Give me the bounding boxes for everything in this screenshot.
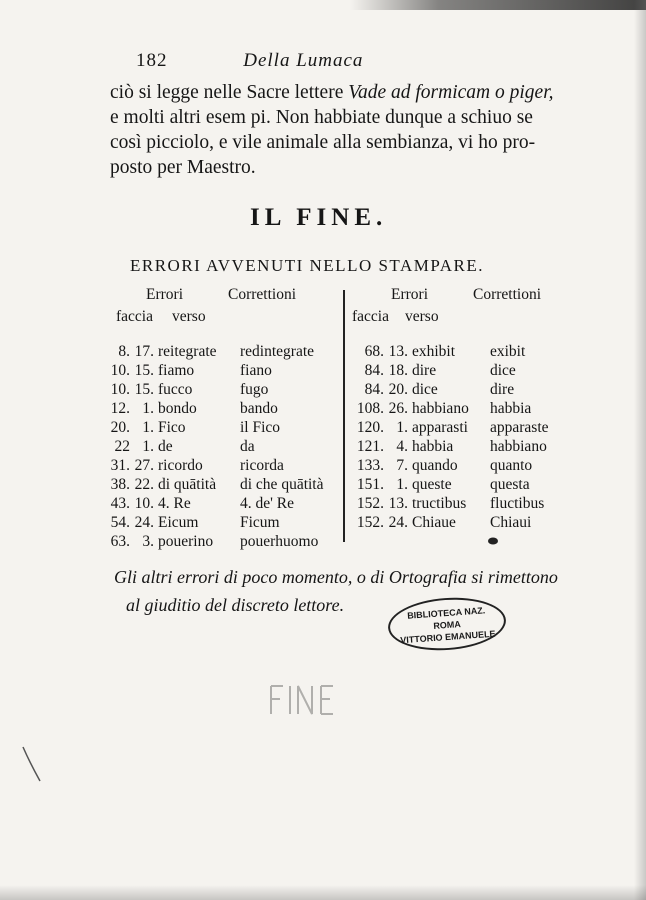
header-errori: Errori: [146, 286, 184, 303]
errata-error: habbia: [412, 438, 454, 455]
errata-title: ERRORI AVVENUTI NELLO STAMPARE.: [130, 256, 484, 275]
header-correttioni: Correttioni: [228, 286, 297, 303]
errata-page: 20.: [110, 419, 130, 436]
errata-error: di quātità: [158, 476, 217, 493]
body-line: [110, 80, 610, 105]
header-faccia: faccia: [352, 308, 389, 325]
errata-line: 15.: [134, 381, 154, 398]
body-line: [110, 155, 610, 180]
errata-correction: apparaste: [490, 419, 549, 436]
errata-error: tructibus: [412, 495, 467, 512]
header-verso: verso: [405, 308, 439, 325]
errata-line: 1.: [142, 400, 154, 417]
errata-correction: fluctibus: [490, 495, 545, 512]
stamp-line: ROMA: [433, 619, 462, 631]
errata-line: 27.: [134, 457, 154, 474]
errata-page: 108.: [356, 400, 384, 417]
errata-error: 4. Re: [158, 495, 191, 512]
stamp-line: VITTORIO EMANUELE: [400, 628, 496, 646]
latin-quote: Vade ad formicam o piger,: [348, 82, 554, 103]
errata-page: 10.: [110, 381, 130, 398]
header-faccia: faccia: [116, 308, 153, 325]
errata-page: 10.: [110, 362, 130, 379]
errata-correction: redintegrate: [240, 343, 315, 360]
scan-shadow-right: [634, 0, 646, 900]
errata-line: 20.: [388, 381, 408, 398]
errata-correction: il Fico: [240, 419, 281, 436]
header-errori: Errori: [391, 286, 429, 303]
errata-page: 12.: [110, 400, 130, 417]
errata-correction: di che quātità: [240, 476, 324, 493]
errata-correction: bando: [240, 400, 278, 417]
errata-page: 121.: [356, 438, 384, 455]
errata-line: 1.: [142, 419, 154, 436]
closing-note-line: al giuditio del discreto lettore.: [126, 595, 345, 615]
finis-heading: IL FINE.: [250, 204, 388, 231]
errata-page: 152.: [356, 495, 384, 512]
errata-error: ricordo: [158, 457, 203, 474]
errata-error: Eicum: [158, 514, 199, 531]
errata-line: 7.: [396, 457, 408, 474]
header-verso: verso: [172, 308, 206, 325]
errata-error: de: [158, 438, 173, 455]
errata-line: 1.: [142, 438, 154, 455]
errata-correction: Ficum: [240, 514, 280, 531]
errata-page: 54.: [110, 514, 130, 531]
errata-error: apparasti: [412, 419, 468, 436]
body-paragraph: [110, 80, 610, 180]
errata-page: 68.: [364, 343, 384, 360]
errata-line: 24.: [388, 514, 408, 531]
errata-line: 22.: [134, 476, 154, 493]
errata-correction: fiano: [240, 362, 272, 379]
errata-page: 84.: [364, 362, 384, 379]
handwritten-note: [265, 680, 345, 725]
body-line: [110, 130, 610, 155]
errata-page: 120.: [356, 419, 384, 436]
errata-error: quando: [412, 457, 458, 474]
errata-line: 10.: [134, 495, 154, 512]
errata-line: 1.: [396, 419, 408, 436]
errata-error: Fico: [158, 419, 186, 436]
errata-correction: Chiaui: [490, 514, 532, 531]
errata-correction: ricorda: [240, 457, 284, 474]
errata-error: queste: [412, 476, 452, 493]
errata-error: Chiaue: [412, 514, 456, 531]
scan-mark-icon: [20, 745, 44, 785]
errata-error: reitegrate: [158, 343, 217, 360]
errata-page: 151.: [356, 476, 384, 493]
errata-correction: 4. de' Re: [240, 495, 295, 512]
errata-line: 13.: [388, 495, 408, 512]
errata-line: 26.: [388, 400, 408, 417]
errata-page: 38.: [110, 476, 130, 493]
errata-page: 84.: [364, 381, 384, 398]
errata-line: 18.: [388, 362, 408, 379]
stamp-line: BIBLIOTECA NAZ.: [406, 605, 486, 621]
ink-blot-icon: [486, 536, 500, 546]
body-line: [110, 105, 610, 130]
errata-page: 63.: [110, 533, 130, 550]
errata-page: 133.: [356, 457, 384, 474]
errata-page: 8.: [118, 343, 130, 360]
header-correttioni: Correttioni: [473, 286, 542, 303]
errata-error: bondo: [158, 400, 197, 417]
scan-shadow-bottom: [0, 885, 646, 900]
errata-correction: habbiano: [490, 438, 547, 455]
errata-page: 31.: [110, 457, 130, 474]
scan-shadow-top: [350, 0, 646, 10]
errata-correction: dire: [490, 381, 515, 398]
errata-line: 17.: [134, 343, 154, 360]
errata-error: fucco: [158, 381, 193, 398]
errata-correction: quanto: [490, 457, 533, 474]
errata-line: 15.: [134, 362, 154, 379]
errata-error: dire: [412, 362, 437, 379]
errata-line: 1.: [396, 476, 408, 493]
closing-note-line: Gli altri errori di poco momento, o di Ortografia si rimettono: [114, 567, 558, 587]
errata-correction: pouerhuomo: [240, 533, 319, 550]
errata-line: 3.: [142, 533, 154, 550]
errata-error: exhibit: [412, 343, 456, 360]
errata-error: habbiano: [412, 400, 469, 417]
errata-error: pouerino: [158, 533, 214, 550]
errata-error: dice: [412, 381, 438, 398]
errata-line: 13.: [388, 343, 408, 360]
handwritten-fine-icon: [265, 680, 345, 720]
errata-line: 4.: [396, 438, 408, 455]
errata-correction: exibit: [490, 343, 526, 360]
page-header: [136, 50, 363, 72]
errata-line: 24.: [134, 514, 154, 531]
body-line-text: ciò si legge nelle Sacre lettere: [110, 82, 349, 103]
body-line-text: così picciolo, e vile animale alla sembianza, vi ho pro-: [110, 132, 536, 153]
errata-correction: da: [240, 438, 255, 455]
body-line-text: posto per Maestro.: [110, 157, 256, 178]
running-title: Della Lumaca: [243, 50, 364, 71]
column-divider: [343, 290, 345, 542]
errata-correction: dice: [490, 362, 516, 379]
errata-correction: questa: [490, 476, 530, 493]
errata-page: 43.: [110, 495, 130, 512]
page-number: 182: [136, 50, 168, 71]
errata-page: 22: [114, 438, 130, 455]
errata-correction: fugo: [240, 381, 269, 398]
errata-error: fiamo: [158, 362, 195, 379]
errata-correction: habbia: [490, 400, 532, 417]
errata-page: 152.: [356, 514, 384, 531]
body-line-text: e molti altri esem pi. Non habbiate dunque a schiuo se: [110, 107, 533, 128]
